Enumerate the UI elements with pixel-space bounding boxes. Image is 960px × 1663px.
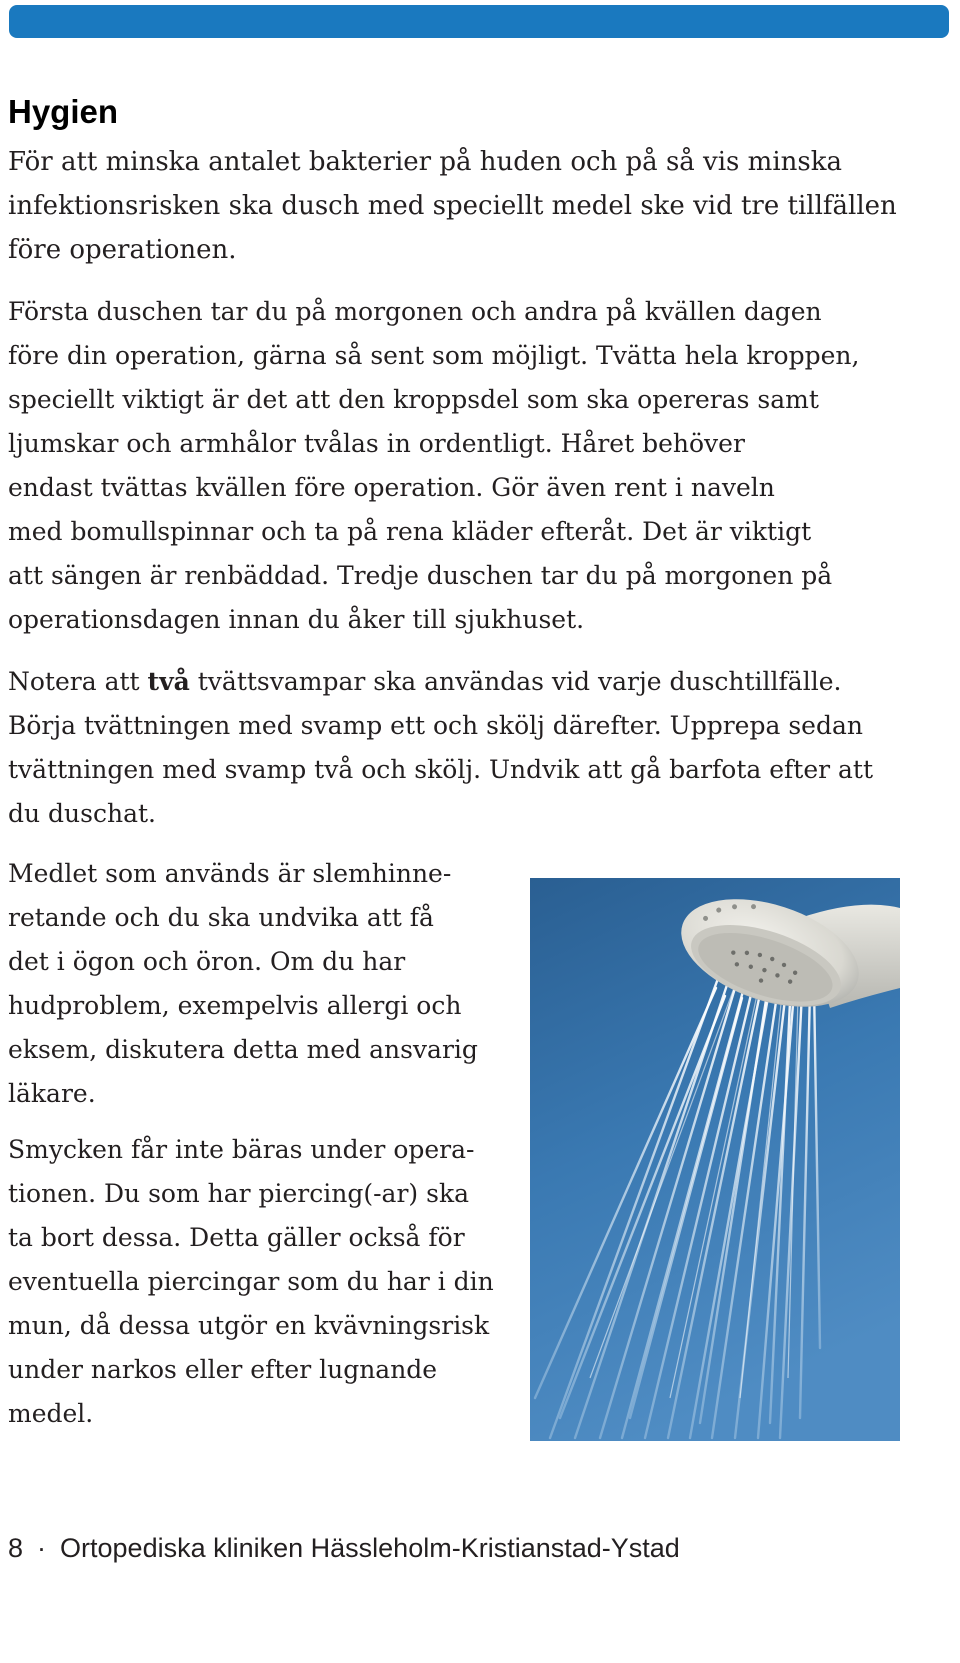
text-line: det i ögon och öron. Om du har <box>8 947 406 976</box>
text-line: eventuella piercingar som du har i din <box>8 1267 494 1296</box>
text-line: under narkos eller efter lugnande <box>8 1355 438 1384</box>
text-line: medel. <box>8 1399 94 1428</box>
text-line: Börja tvättningen med svamp ett och skölj därefter. Upprepa sedan <box>8 711 863 740</box>
text-fragment: tvättsvampar ska användas vid varje duschtillfälle. <box>189 667 842 696</box>
text-fragment: Notera att <box>8 667 148 696</box>
paragraph-sponges <box>8 660 873 836</box>
text-line: före operationen. <box>8 235 237 265</box>
text-line: läkare. <box>8 1079 96 1108</box>
paragraph-jewelry <box>8 1128 494 1436</box>
footer-separator: · <box>37 1533 47 1563</box>
text-line: du duschat. <box>8 799 156 828</box>
text-line: tionen. Du som har piercing(-ar) ska <box>8 1179 469 1208</box>
text-line: speciellt viktigt är det att den kroppsdel som ska opereras samt <box>8 385 819 414</box>
paragraph-shower-schedule <box>8 290 859 642</box>
text-line: retande och du ska undvika att få <box>8 903 434 932</box>
text-line: före din operation, gärna så sent som möjligt. Tvätta hela kroppen, <box>8 341 860 370</box>
text-line: Första duschen tar du på morgonen och andra på kvällen dagen <box>8 297 822 326</box>
paragraph-intro <box>8 140 897 272</box>
text-line: ta bort dessa. Detta gäller också för <box>8 1223 465 1252</box>
text-line: att sängen är renbäddad. Tredje duschen tar du på morgonen på <box>8 561 833 590</box>
text-line: mun, då dessa utgör en kvävningsrisk <box>8 1311 490 1340</box>
text-line: För att minska antalet bakterier på huden och på så vis minska <box>8 147 842 177</box>
clinic-name: Ortopediska kliniken Hässleholm-Kristianstad-Ystad <box>60 1533 680 1563</box>
text-line: ljumskar och armhålor tvålas in ordentligt. Håret behöver <box>8 429 745 458</box>
text-line: infektionsrisken ska dusch med speciellt medel ske vid tre tillfällen <box>8 191 897 221</box>
page-footer <box>8 1528 680 1568</box>
text-line: hudproblem, exempelvis allergi och <box>8 991 462 1020</box>
shower-head-photo <box>530 878 900 1441</box>
page-number: 8 <box>8 1533 24 1563</box>
page-heading: Hygien <box>8 93 119 130</box>
text-line: eksem, diskutera detta med ansvarig <box>8 1035 478 1064</box>
text-line: endast tvättas kvällen före operation. Gör även rent i naveln <box>8 473 775 502</box>
emphasis-two: två <box>147 667 190 696</box>
text-line: tvättningen med svamp två och skölj. Undvik att gå barfota efter att <box>8 755 874 784</box>
text-line <box>8 660 873 704</box>
text-line: med bomullspinnar och ta på rena kläder efteråt. Det är viktigt <box>8 517 812 546</box>
text-line: Medlet som används är slemhinne- <box>8 859 452 888</box>
text-line: operationsdagen innan du åker till sjukhuset. <box>8 605 585 634</box>
paragraph-irritant <box>8 852 478 1116</box>
top-accent-bar <box>9 5 949 38</box>
text-line: Smycken får inte bäras under opera- <box>8 1135 475 1164</box>
